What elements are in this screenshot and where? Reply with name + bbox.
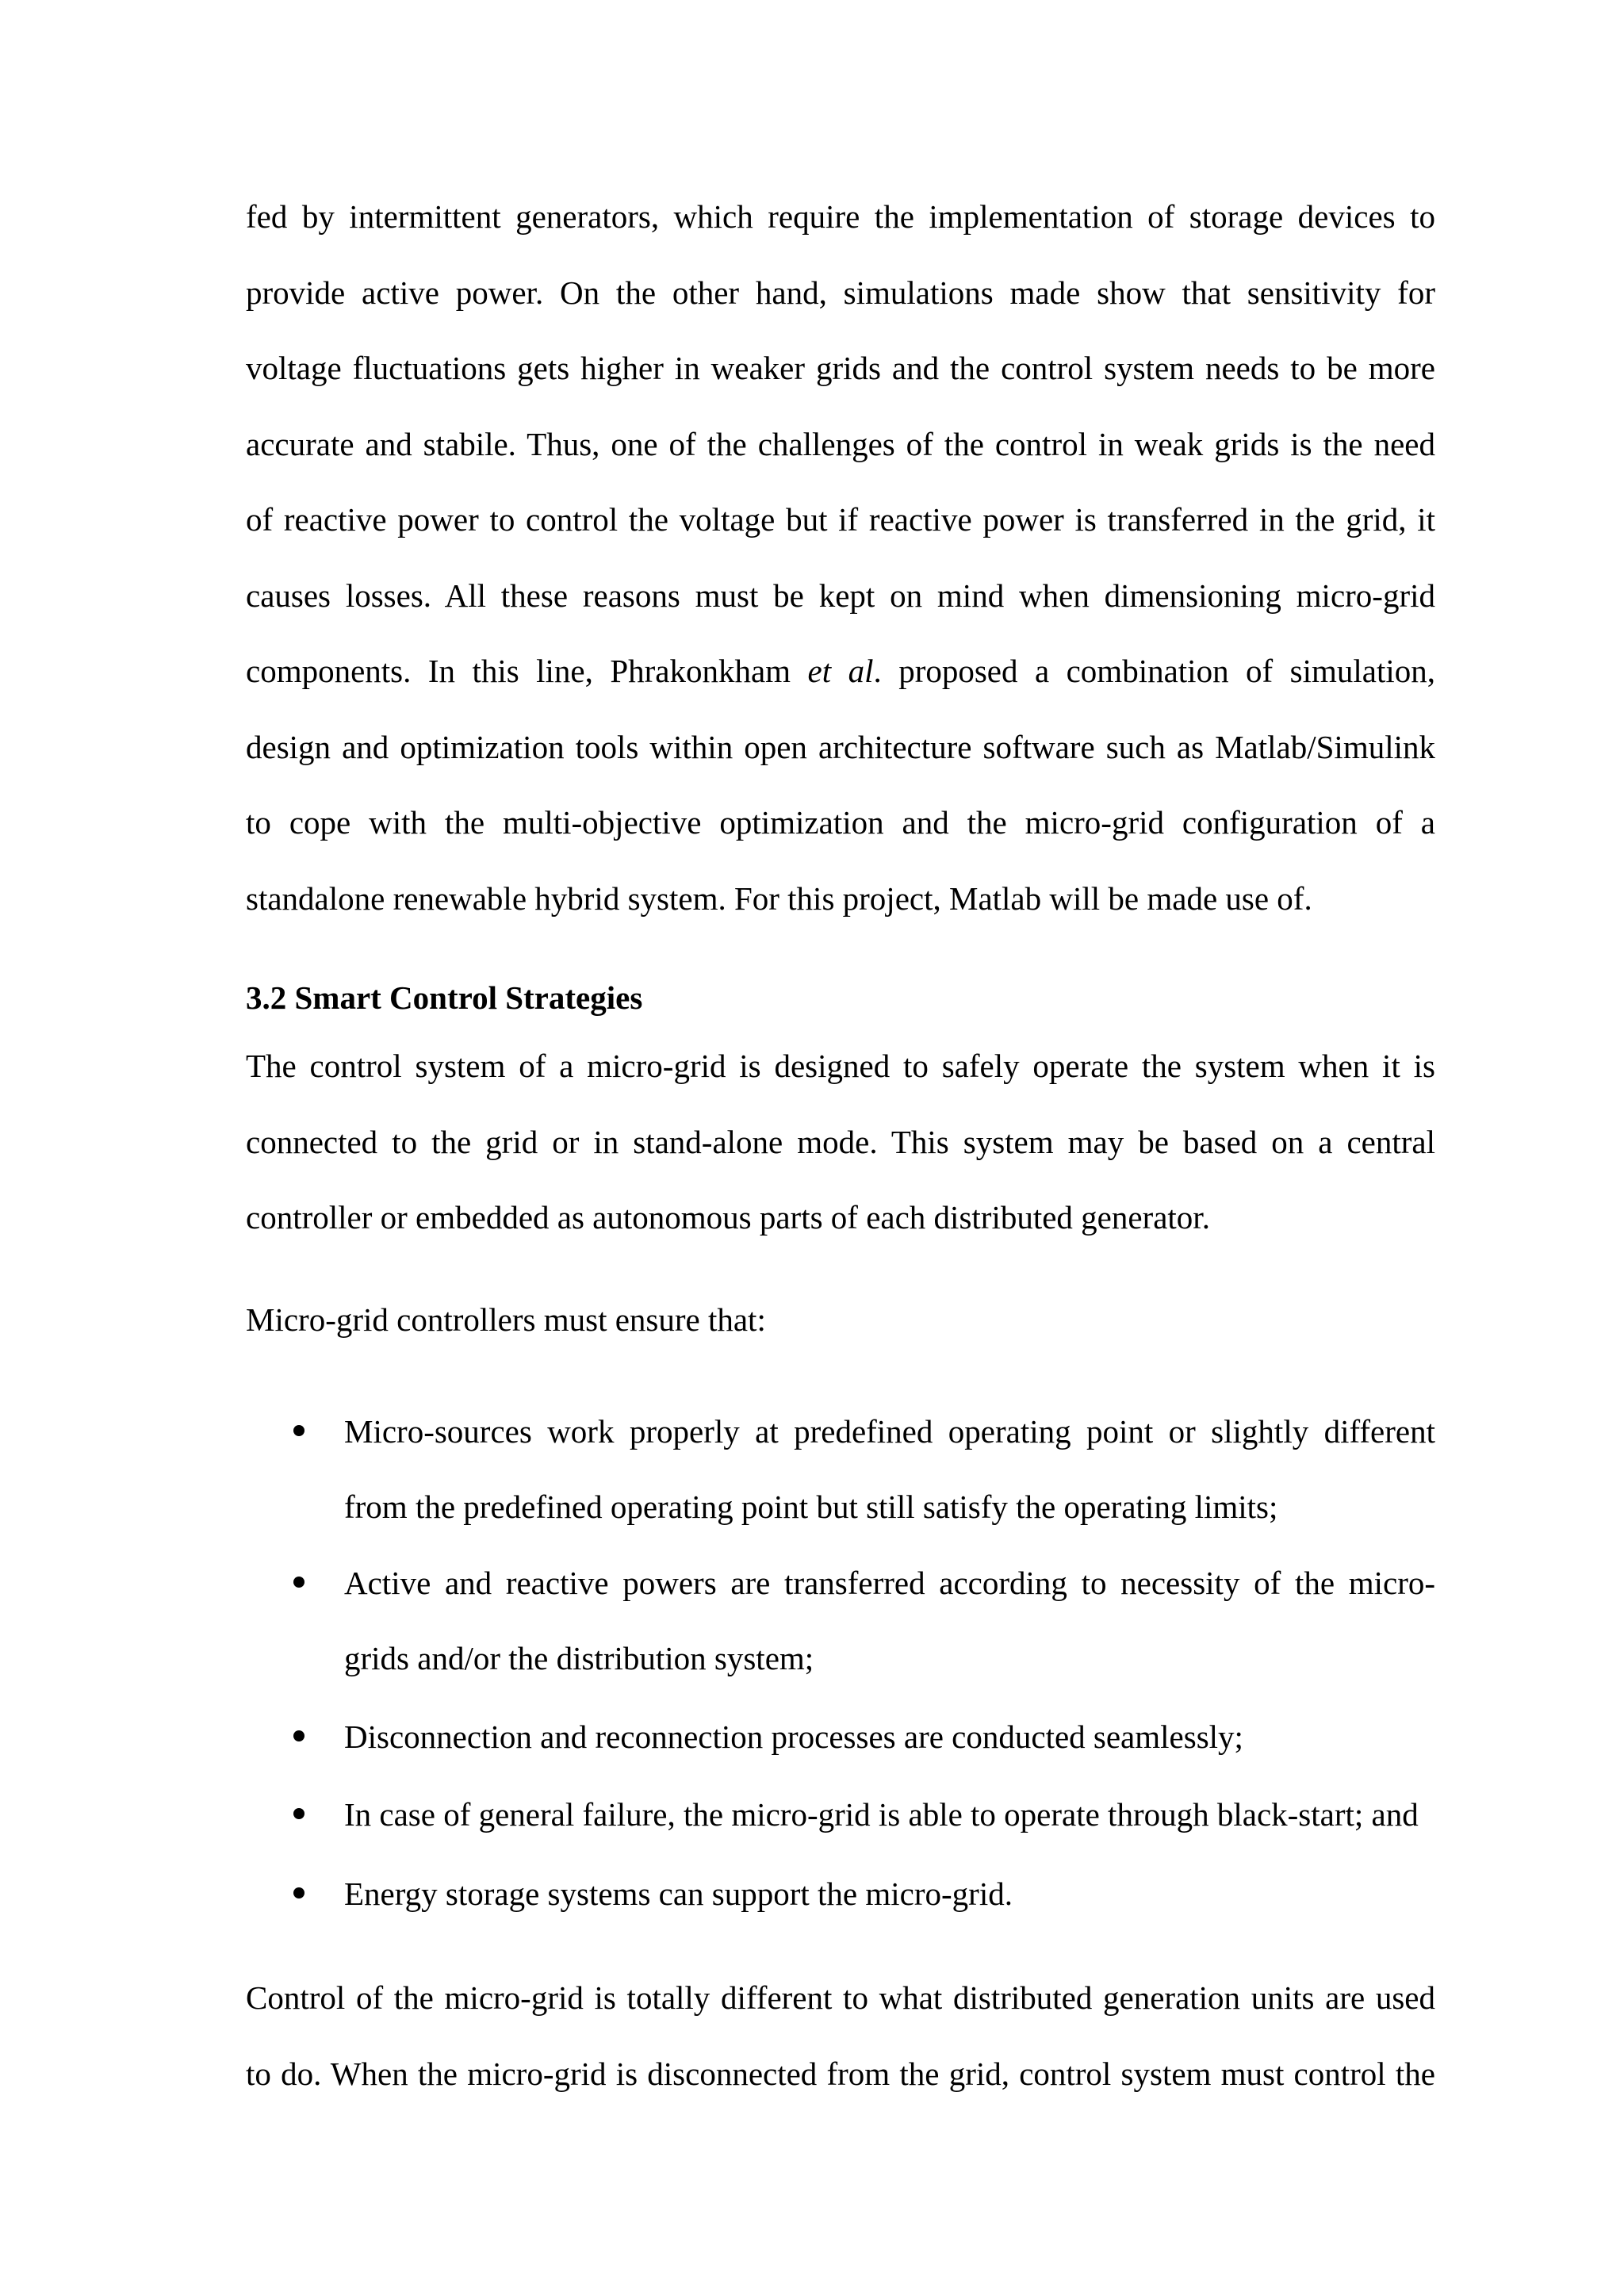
text-line: to cope with the multi-objective optimization and the micro-grid configuration of a: [246, 804, 1435, 841]
text-line: accurate and stabile. Thus, one of the challenges of the control in weak grids is the need: [246, 425, 1435, 462]
text-line: Energy storage systems can support the micro-grid.: [344, 1875, 1013, 1912]
text-fragment: . proposed a combination of simulation,: [873, 653, 1435, 689]
text-line: Active and reactive powers are transferred according to necessity of the micro-: [344, 1565, 1435, 1601]
bullet-icon: [293, 1808, 304, 1819]
text-line: to do. When the micro-grid is disconnected from the grid, control system must control the: [246, 2055, 1435, 2092]
text-line: grids and/or the distribution system;: [344, 1640, 814, 1676]
text-line: Control of the micro-grid is totally different to what distributed generation units are used: [246, 1979, 1435, 2016]
text-line: voltage fluctuations gets higher in weaker grids and the control system needs to be more: [246, 350, 1435, 386]
text-line: provide active power. On the other hand, simulations made show that sensitivity for: [246, 274, 1435, 311]
paragraph-control-differences: [246, 1960, 1435, 2112]
text-line: causes losses. All these reasons must be kept on mind when dimensioning micro-grid: [246, 577, 1435, 614]
bullet-icon: [293, 1577, 304, 1588]
section-heading: 3.2 Smart Control Strategies: [246, 979, 643, 1016]
list-intro: Micro-grid controllers must ensure that:: [246, 1301, 766, 1338]
text-line: design and optimization tools within open architecture software such as Matlab/Simulink: [246, 728, 1435, 765]
text-line: connected to the grid or in stand-alone mode. This system may be based on a central: [246, 1123, 1435, 1160]
paragraph-storage-and-optimization: [246, 179, 1435, 937]
bullet-icon: [293, 1730, 304, 1741]
text-fragment: components. In this line, Phrakonkham: [246, 653, 808, 689]
text-line: fed by intermittent generators, which require the implementation of storage devices to: [246, 198, 1435, 235]
text-line: from the predefined operating point but still satisfy the operating limits;: [344, 1488, 1278, 1525]
bullet-icon: [293, 1887, 304, 1898]
text-line: of reactive power to control the voltage but if reactive power is transferred in the grid, it: [246, 501, 1435, 538]
text-line: standalone renewable hybrid system. For this project, Matlab will be made use of.: [246, 879, 1312, 917]
text-line: The control system of a micro-grid is designed to safely operate the system when it is: [246, 1048, 1435, 1084]
text-line: Disconnection and reconnection processes are conducted seamlessly;: [344, 1718, 1243, 1755]
italic-citation: et al: [807, 653, 874, 689]
text-line: In case of general failure, the micro-grid is able to operate through black-start; and: [344, 1796, 1419, 1833]
text-line-with-citation: [246, 634, 1435, 710]
bullet-icon: [293, 1425, 304, 1436]
text-line: controller or embedded as autonomous parts of each distributed generator.: [246, 1199, 1210, 1236]
text-line: Micro-sources work properly at predefined operating point or slightly different: [344, 1413, 1435, 1450]
paragraph-control-system: [246, 1029, 1435, 1256]
